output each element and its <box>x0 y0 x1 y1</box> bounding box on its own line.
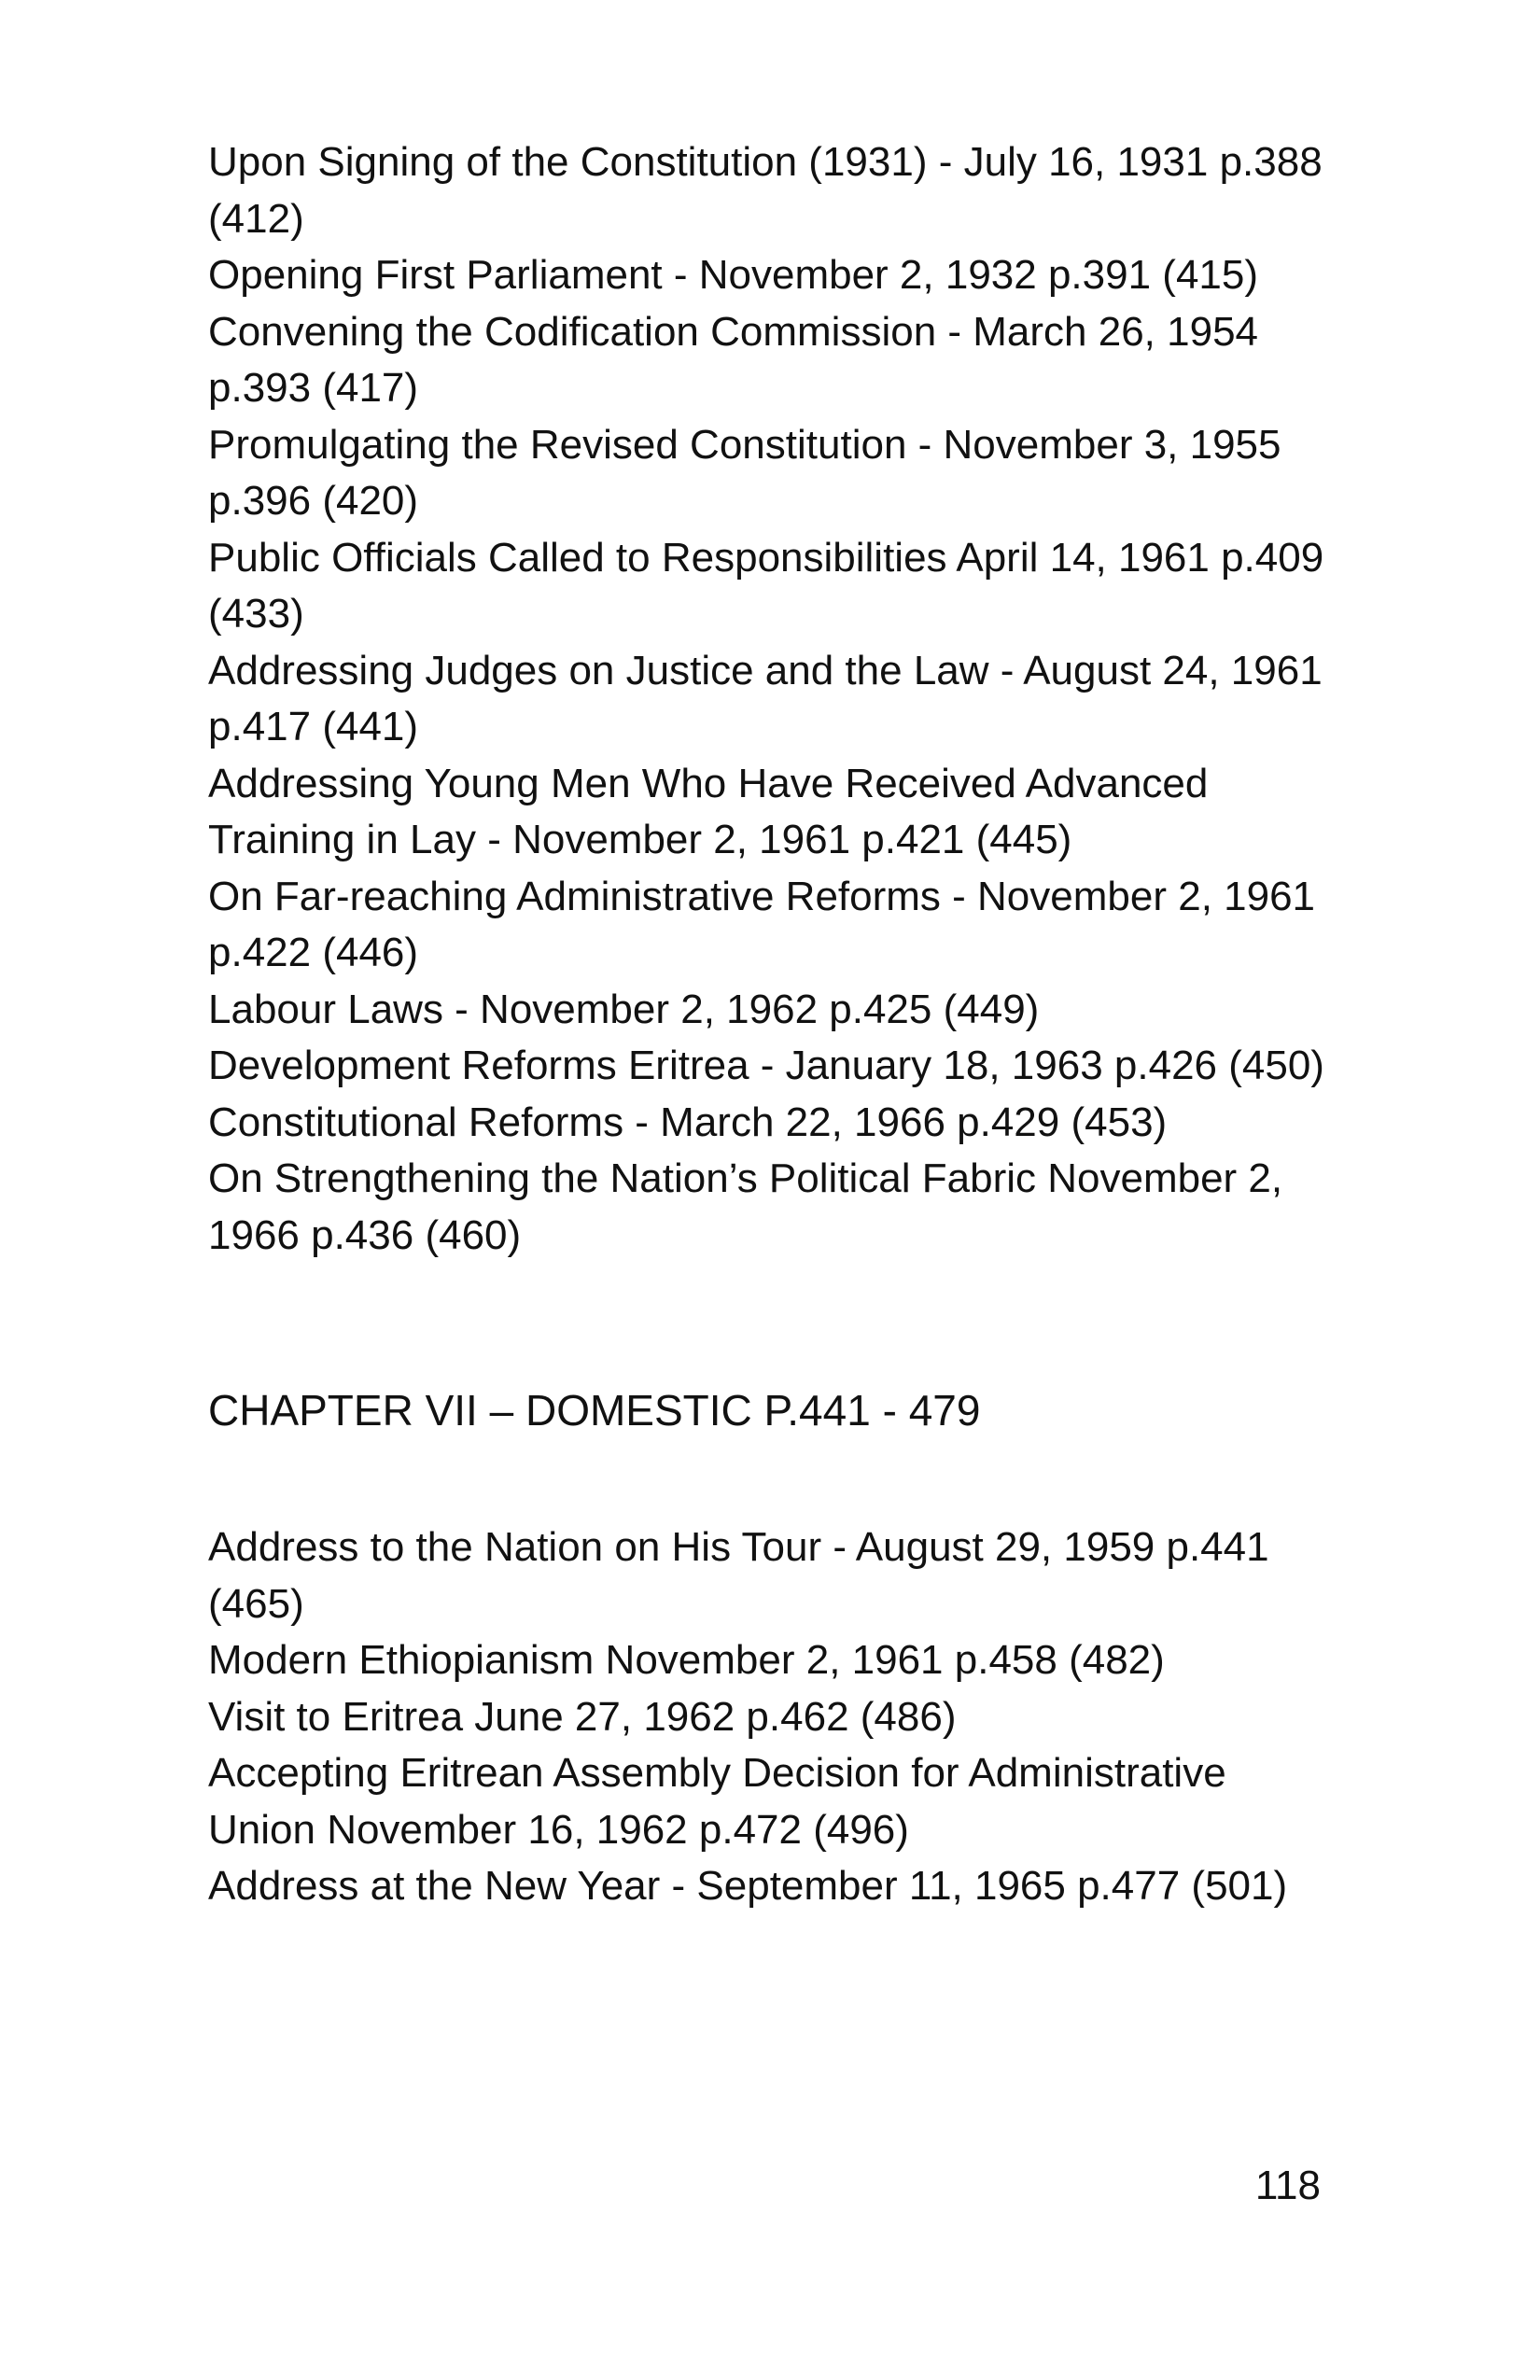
contents-entry: Address at the New Year - September 11, 1965 p.477 (501) <box>208 1863 1288 1909</box>
contents-entry: Development Reforms Eritrea - January 18, 1963 p.426 (450) <box>208 1043 1324 1088</box>
contents-entry: Modern Ethiopianism November 2, 1961 p.458 (482) <box>208 1637 1165 1683</box>
contents-entry: Convening the Codification Commission - March 26, 1954 p.393 (417) <box>208 308 1259 411</box>
contents-entry: Labour Laws - November 2, 1962 p.425 (449) <box>208 986 1040 1032</box>
page-number: 118 <box>1254 2163 1321 2208</box>
contents-entry: Addressing Young Men Who Have Received Advanced Training in Lay - November 2, 1961 p.421 (445) <box>208 760 1209 862</box>
contents-entry: Constitutional Reforms - March 22, 1966 p.429 (453) <box>208 1099 1168 1145</box>
contents-entry: Visit to Eritrea June 27, 1962 p.462 (486) <box>208 1693 957 1740</box>
contents-entry: Accepting Eritrean Assembly Decision for Administrative Union November 16, 1962 p.472 (496) <box>208 1750 1226 1853</box>
contents-entry: Addressing Judges on Justice and the Law - August 24, 1961 p.417 (441) <box>208 647 1323 749</box>
contents-entry: Upon Signing of the Constitution (1931) - July 16, 1931 p.388 (412) <box>208 139 1323 242</box>
contents-entry: On Far-reaching Administrative Reforms - November 2, 1961 p.422 (446) <box>208 873 1316 975</box>
contents-entry: On Strengthening the Nation’s Political Fabric November 2, 1966 p.436 (460) <box>208 1155 1283 1258</box>
contents-entry: Address to the Nation on His Tour - August 29, 1959 p.441 (465) <box>208 1524 1269 1627</box>
contents-entry: Public Officials Called to Responsibilities April 14, 1961 p.409 (433) <box>208 534 1324 637</box>
contents-entry: Promulgating the Revised Constitution - November 3, 1955 p.396 (420) <box>208 421 1281 524</box>
page-content <box>208 134 1328 1915</box>
contents-list-chapter-vii <box>208 1519 1328 1915</box>
chapter-heading: CHAPTER VII – DOMESTIC P.441 - 479 <box>208 1386 981 1435</box>
contents-list-previous-chapter <box>208 134 1328 1264</box>
contents-entry: Opening First Parliament - November 2, 1932 p.391 (415) <box>208 252 1259 298</box>
